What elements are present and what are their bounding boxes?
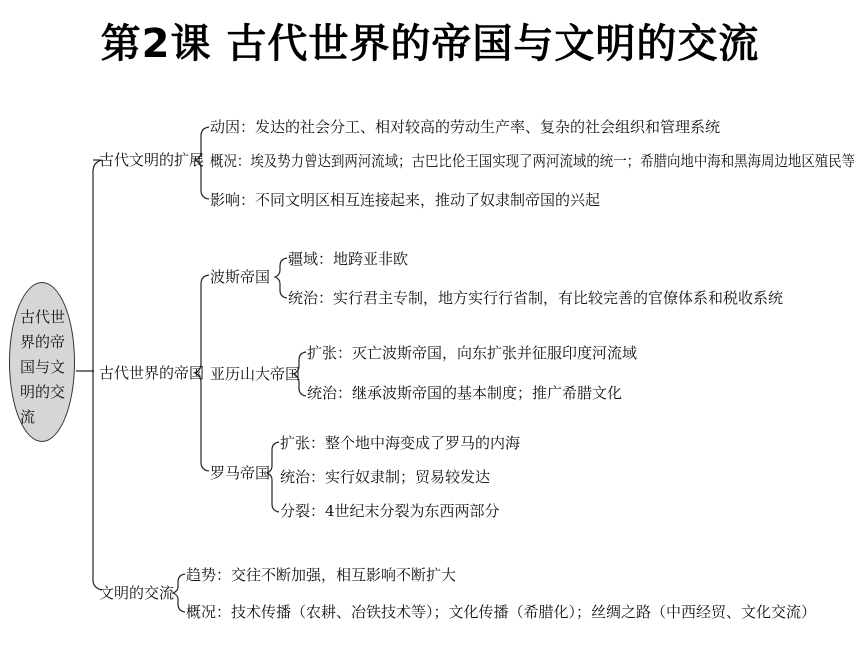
expansion-overview: 概况：埃及势力曾达到两河流域；古巴比伦王国实现了两河流域的统一；希腊向地中海和黑海周边地区殖民等 bbox=[210, 152, 856, 170]
exchange-trend: 趋势：交往不断加强，相互影响不断扩大 bbox=[186, 566, 457, 584]
page-title: 第2课 古代世界的帝国与文明的交流 bbox=[100, 21, 760, 67]
persia-rule: 统治：实行君主专制，地方实行行省制，有比较完善的官僚体系和税收系统 bbox=[288, 289, 784, 307]
rome-expansion: 扩张：整个地中海变成了罗马的内海 bbox=[280, 434, 521, 452]
exchange-overview: 概况：技术传播（农耕、冶铁技术等）；文化传播（希腊化）；丝绸之路（中西经贸、文化交流） bbox=[186, 603, 817, 621]
expansion-cause: 动因：发达的社会分工、相对较高的劳动生产率、复杂的社会组织和管理系统 bbox=[210, 118, 721, 136]
sub-label-rome: 罗马帝国 bbox=[210, 464, 271, 482]
expansion-impact: 影响：不同文明区相互连接起来，推动了奴隶制帝国的兴起 bbox=[210, 191, 601, 209]
brace-exchange bbox=[173, 574, 185, 612]
branch-label-exchange: 文明的交流 bbox=[99, 584, 175, 602]
brace-persia bbox=[275, 258, 287, 298]
root-label: 古代世界的帝国与文明的交流 bbox=[20, 308, 66, 426]
sub-label-persia: 波斯帝国 bbox=[210, 268, 271, 286]
persia-territory: 疆域：地跨亚非欧 bbox=[288, 250, 409, 268]
branch-label-empires: 古代世界的帝国 bbox=[99, 364, 205, 382]
alexander-rule: 统治：继承波斯帝国的基本制度；推广希腊文化 bbox=[307, 384, 623, 402]
alexander-expansion: 扩张：灭亡波斯帝国，向东扩张并征服印度河流域 bbox=[307, 344, 638, 362]
sub-label-alexander: 亚历山大帝国 bbox=[210, 365, 301, 383]
branch-label-expansion: 古代文明的扩展 bbox=[99, 151, 205, 169]
rome-rule: 统治：实行奴隶制；贸易较发达 bbox=[280, 468, 491, 486]
rome-division: 分裂：4世纪末分裂为东西两部分 bbox=[280, 502, 500, 520]
